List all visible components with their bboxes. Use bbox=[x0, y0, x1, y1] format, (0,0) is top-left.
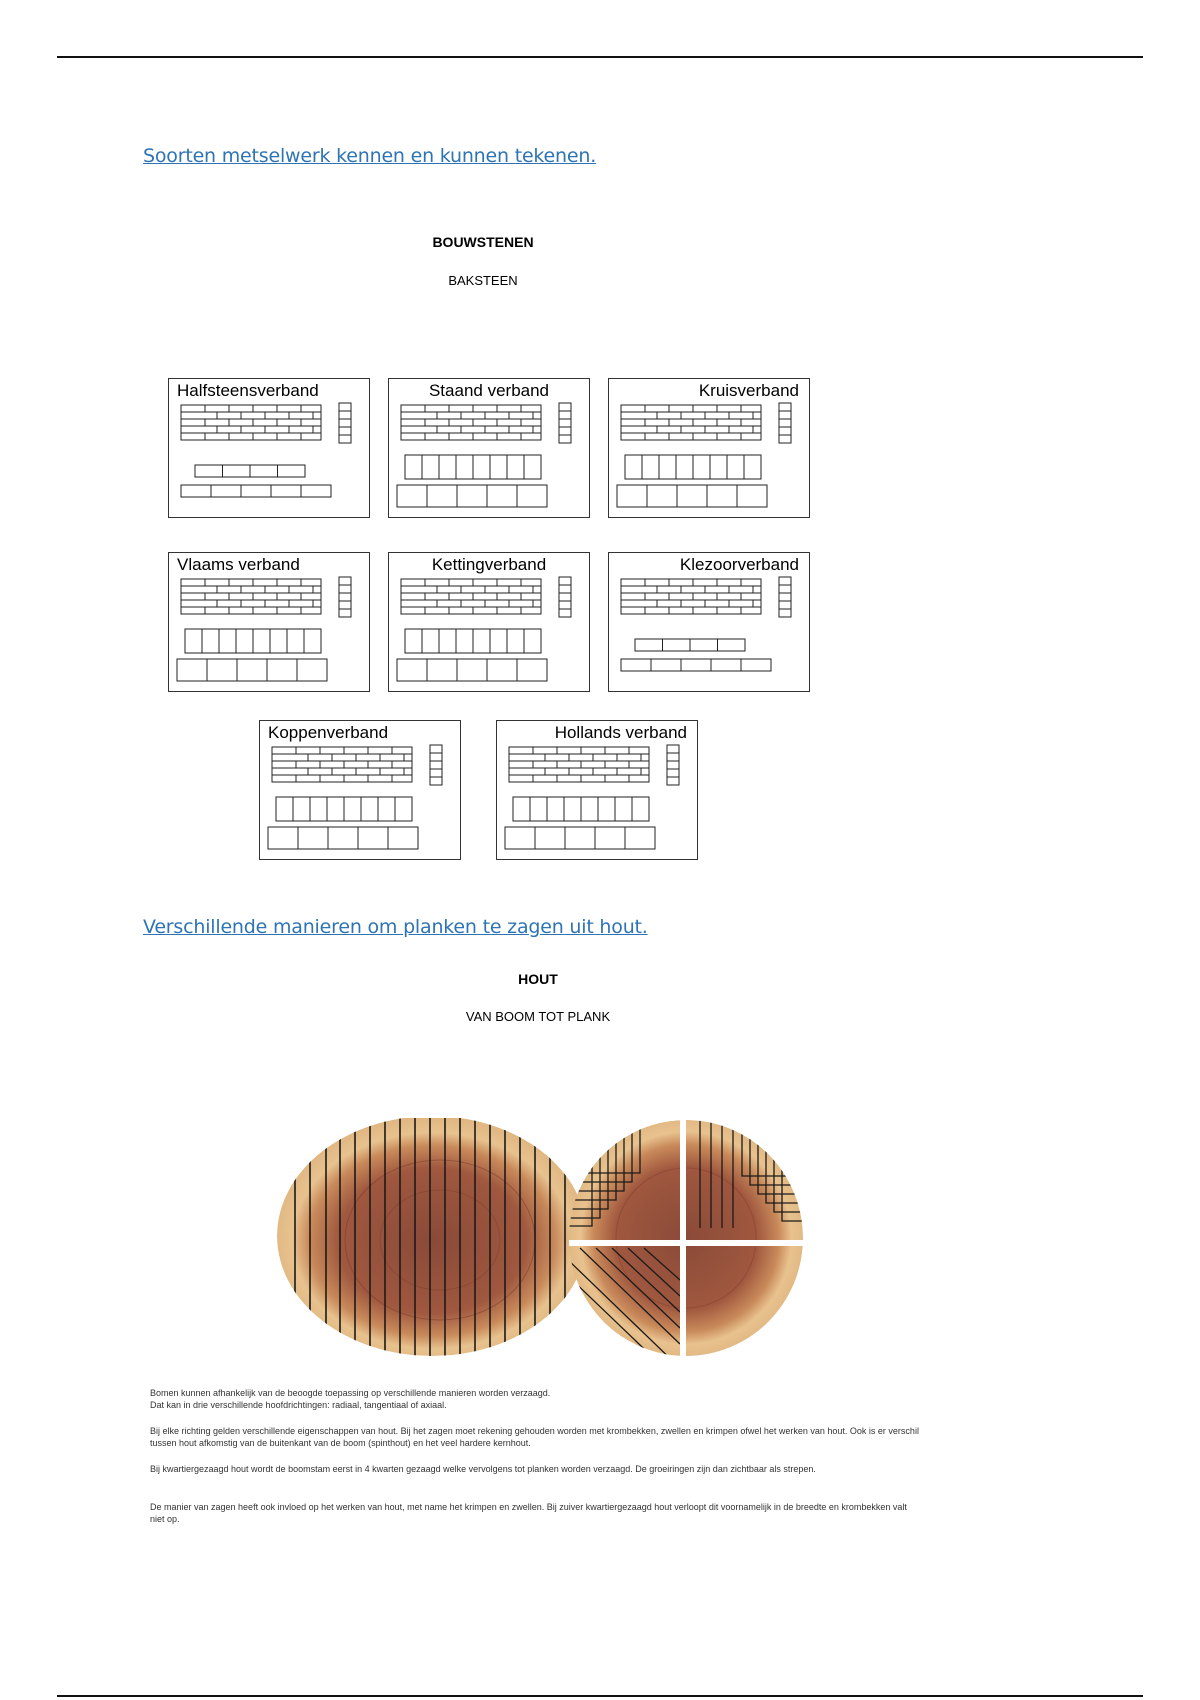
section-heading-wood: Verschillende manieren om planken te zagen uit hout. bbox=[143, 916, 648, 938]
top-rule bbox=[57, 56, 1143, 58]
bond-label: Kruisverband bbox=[698, 381, 799, 400]
paragraph-3: Bij kwartiergezaagd hout wordt de boomstam eerst in 4 kwarten gezaagd welke vervolgens tot planken worden verzaagd. De groeiringen zijn dan zichtbaar als strepen. bbox=[150, 1464, 816, 1474]
figure-subtitle-wood: VAN BOOM TOT PLANK bbox=[465, 1009, 611, 1024]
bond-label: Klezoorverband bbox=[679, 555, 799, 574]
log-plain-sawn bbox=[277, 1118, 587, 1368]
bond-panel bbox=[496, 720, 698, 860]
bond-label: Hollands verband bbox=[554, 723, 687, 742]
section-heading-masonry: Soorten metselwerk kennen en kunnen tekenen. bbox=[143, 145, 597, 167]
paragraph-1: Bomen kunnen afhankelijk van de beoogde toepassing op verschillende manieren worden verzaagd. Dat kan in drie verschillende hoofdrichtingen: radiaal, tangentiaal of axiaal. bbox=[150, 1388, 551, 1410]
bond-panel bbox=[259, 720, 461, 860]
figure-title-bricks: BOUWSTENEN bbox=[432, 234, 534, 250]
paragraph-4: De manier van zagen heeft ook invloed op het werken van hout, met name het krimpen en zwellen. Bij zuiver kwartiergezaagd hout verloopt dit voornamelijk in de breedte en krombekken valt niet op. bbox=[150, 1502, 907, 1524]
bond-panel bbox=[608, 378, 810, 518]
bond-label: Kettingverband bbox=[431, 555, 547, 574]
bottom-rule bbox=[57, 1695, 1143, 1697]
figure-subtitle-brick: BAKSTEEN bbox=[448, 273, 518, 288]
paragraph-2: Bij elke richting gelden verschillende eigenschappen van hout. Bij het zagen moet rekening gehouden worden met krombekken, zwellen en krimpen ofwel het werken van hout. Ook is er verschil tussen hout afkomstig van de buitenkant van de boom (spinthout) en het veel hardere kernhout. bbox=[150, 1426, 919, 1448]
bond-panel bbox=[388, 378, 590, 518]
bond-panel bbox=[608, 552, 810, 692]
bond-label: Vlaams verband bbox=[177, 555, 300, 574]
bond-label: Staand verband bbox=[428, 381, 550, 400]
bond-panel bbox=[168, 552, 370, 692]
bond-label: Koppenverband bbox=[268, 723, 389, 742]
bond-label: Halfsteensverband bbox=[177, 381, 319, 400]
figure-title-wood: HOUT bbox=[518, 971, 558, 987]
log-quarter-sawn bbox=[560, 1118, 810, 1368]
bond-panel bbox=[168, 378, 370, 518]
bond-panel bbox=[388, 552, 590, 692]
log-cross-sections bbox=[0, 1118, 1200, 1373]
